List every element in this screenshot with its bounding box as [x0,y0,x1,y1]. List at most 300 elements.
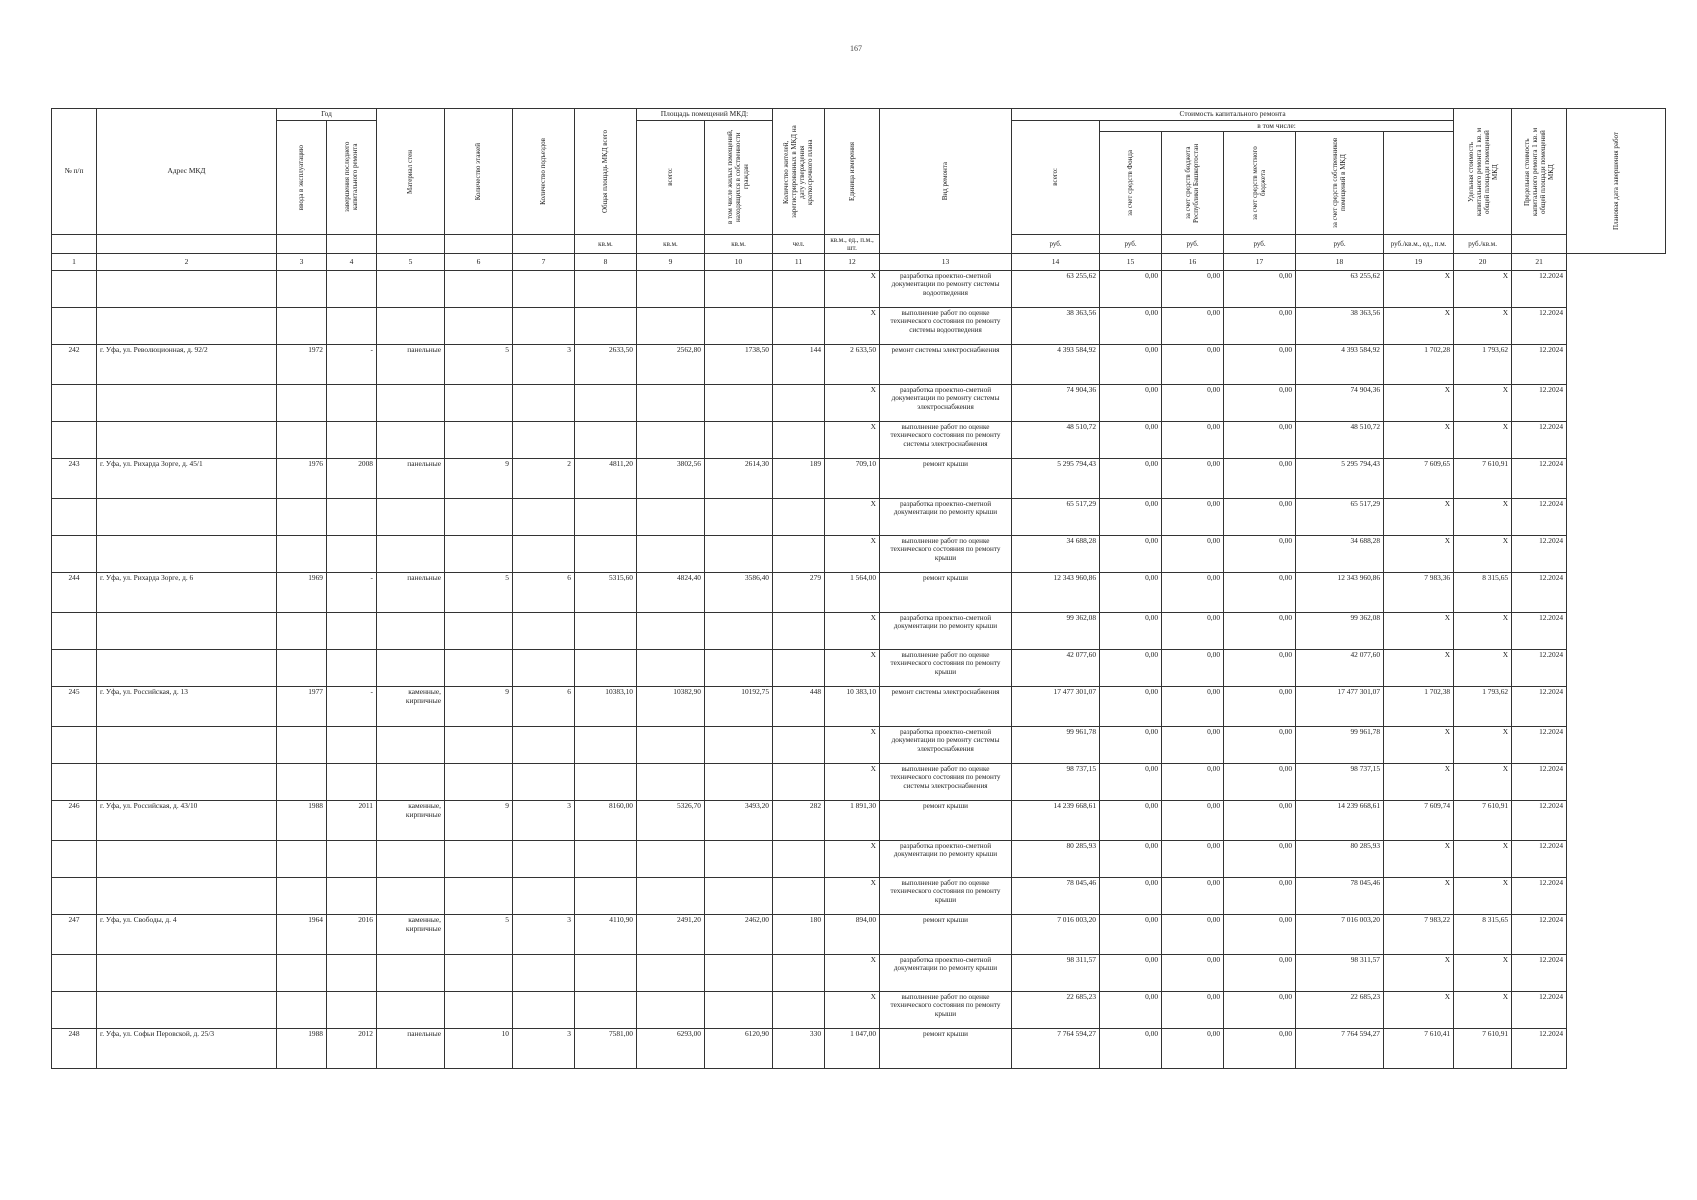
cell-year-built: 1964 [277,915,327,955]
cell-specific: X [1384,955,1454,992]
cell-owners: 14 239 668,61 [1296,801,1384,841]
cell-area-total [637,955,705,992]
cell-material [377,536,445,573]
column-number: 18 [1296,254,1384,271]
cell-limit: 8 315,65 [1454,573,1512,613]
cell-date: 12.2024 [1512,536,1567,573]
cell-total: 98 311,57 [1012,955,1100,992]
cell-floors: 5 [445,345,513,385]
cell-local: 0,00 [1224,573,1296,613]
header-cost-total: всего: [1012,120,1100,235]
cell-unit: X [825,536,880,573]
cell-year-built: 1988 [277,801,327,841]
unit-specific: руб./кв.м., ед., п.м. [1384,235,1454,254]
cell-limit: X [1454,499,1512,536]
cell-owners: 78 045,46 [1296,878,1384,915]
cell-fund: 0,00 [1100,536,1162,573]
table-subrow [52,613,1666,650]
cell-total: 78 045,46 [1012,878,1100,915]
cell-republic: 0,00 [1162,650,1224,687]
cell-floors [445,385,513,422]
cell-total-area [575,878,637,915]
column-number: 14 [1012,254,1100,271]
column-number: 5 [377,254,445,271]
cell-work: выполнение работ по оценке технического состояния по ремонту крыши [880,878,1012,915]
cell-republic: 0,00 [1162,841,1224,878]
cell-entrances [513,841,575,878]
header-units-row [52,235,1666,254]
cell-material: панельные [377,345,445,385]
cell-area-res: 10192,75 [705,687,773,727]
cell-num: 244 [52,573,97,613]
cell-total-area [575,764,637,801]
cell-work: выполнение работ по оценке технического состояния по ремонту системы электроснабжения [880,422,1012,459]
cell-unit: X [825,613,880,650]
cell-area-res [705,650,773,687]
cell-unit: X [825,385,880,422]
cell-limit: 7 610,91 [1454,1029,1512,1069]
cell-republic: 0,00 [1162,992,1224,1029]
header-floors: Количество этажей [445,109,513,235]
header-incl-group: в том числе: [1100,120,1454,132]
cell-address [97,536,277,573]
cell-local: 0,00 [1224,345,1296,385]
cell-specific: X [1384,878,1454,915]
cell-republic: 0,00 [1162,955,1224,992]
cell-year-built [277,955,327,992]
cell-unit: 1 564,00 [825,573,880,613]
cell-unit: X [825,764,880,801]
cell-owners: 80 285,93 [1296,841,1384,878]
cell-area-total [637,650,705,687]
cell-year-repair: 2008 [327,459,377,499]
cell-work: ремонт крыши [880,801,1012,841]
cell-residents: 330 [773,1029,825,1069]
cell-area-res [705,385,773,422]
header-entrances: Количество подъездов [513,109,575,235]
cell-owners: 99 961,78 [1296,727,1384,764]
cell-fund: 0,00 [1100,271,1162,308]
cell-date: 12.2024 [1512,422,1567,459]
cell-total-area: 10383,10 [575,687,637,727]
cell-work: выполнение работ по оценке технического состояния по ремонту системы электроснабжения [880,764,1012,801]
cell-material [377,385,445,422]
cell-area-total [637,536,705,573]
cell-area-total [637,499,705,536]
cell-date: 12.2024 [1512,345,1567,385]
cell-address [97,841,277,878]
cell-total: 48 510,72 [1012,422,1100,459]
cell-fund: 0,00 [1100,613,1162,650]
header-area-total: всего: [637,120,705,235]
cell-address: г. Уфа, ул. Свободы, д. 4 [97,915,277,955]
column-number: 6 [445,254,513,271]
cell-specific: X [1384,992,1454,1029]
cell-republic: 0,00 [1162,385,1224,422]
cell-address [97,955,277,992]
unit-cost-local: руб. [1224,235,1296,254]
cell-residents [773,650,825,687]
column-number: 10 [705,254,773,271]
cell-floors [445,992,513,1029]
cell-year-repair: - [327,573,377,613]
cell-total: 7 764 594,27 [1012,1029,1100,1069]
cell-specific: 7 609,65 [1384,459,1454,499]
cell-entrances [513,385,575,422]
cell-total-area [575,955,637,992]
cell-total: 12 343 960,86 [1012,573,1100,613]
cell-address [97,727,277,764]
cell-area-total: 2562,80 [637,345,705,385]
cell-date: 12.2024 [1512,955,1567,992]
cell-area-res [705,992,773,1029]
cell-republic: 0,00 [1162,499,1224,536]
cell-limit: X [1454,650,1512,687]
page-number: 167 [850,44,862,53]
header-year-commission: ввода в эксплуатацию [277,120,327,235]
table-subrow [52,878,1666,915]
cell-owners: 99 362,08 [1296,613,1384,650]
cell-fund: 0,00 [1100,1029,1162,1069]
cell-material [377,878,445,915]
cell-area-total: 2491,20 [637,915,705,955]
cell-work: разработка проектно-сметной документации по ремонту системы электроснабжения [880,385,1012,422]
cell-num: 246 [52,801,97,841]
cell-entrances: 6 [513,573,575,613]
cell-area-res: 6120,90 [705,1029,773,1069]
cell-area-total: 10382,90 [637,687,705,727]
column-number: 15 [1100,254,1162,271]
cell-area-res [705,878,773,915]
table-subrow [52,385,1666,422]
cell-entrances [513,727,575,764]
cell-num [52,955,97,992]
cell-year-built [277,536,327,573]
table-row [52,345,1666,385]
cell-area-res [705,764,773,801]
cell-republic: 0,00 [1162,727,1224,764]
table-row [52,687,1666,727]
cell-residents [773,271,825,308]
cell-specific: X [1384,271,1454,308]
cell-republic: 0,00 [1162,1029,1224,1069]
cell-total: 22 685,23 [1012,992,1100,1029]
cell-republic: 0,00 [1162,536,1224,573]
cell-total-area [575,499,637,536]
cell-owners: 42 077,60 [1296,650,1384,687]
cell-total: 17 477 301,07 [1012,687,1100,727]
cell-residents [773,613,825,650]
cell-republic: 0,00 [1162,764,1224,801]
cell-area-total [637,385,705,422]
cell-year-built [277,841,327,878]
cell-unit: 10 383,10 [825,687,880,727]
cell-local: 0,00 [1224,992,1296,1029]
cell-local: 0,00 [1224,650,1296,687]
cell-entrances [513,764,575,801]
cell-limit: X [1454,536,1512,573]
cell-owners: 7 016 003,20 [1296,915,1384,955]
cell-residents: 180 [773,915,825,955]
cell-date: 12.2024 [1512,499,1567,536]
column-number: 13 [880,254,1012,271]
cell-floors: 9 [445,687,513,727]
cell-entrances [513,271,575,308]
cell-address [97,385,277,422]
cell-specific: X [1384,764,1454,801]
cell-unit: X [825,422,880,459]
cell-date: 12.2024 [1512,613,1567,650]
cell-local: 0,00 [1224,878,1296,915]
cell-local: 0,00 [1224,536,1296,573]
cell-local: 0,00 [1224,955,1296,992]
cell-residents [773,422,825,459]
cell-total: 14 239 668,61 [1012,801,1100,841]
cell-specific: 1 702,38 [1384,687,1454,727]
cell-address [97,308,277,345]
cell-floors [445,422,513,459]
header-unit: Единица измерения [825,109,880,235]
cell-entrances: 3 [513,1029,575,1069]
cell-republic: 0,00 [1162,915,1224,955]
cell-residents [773,992,825,1029]
cell-area-res: 3493,20 [705,801,773,841]
cell-year-repair [327,499,377,536]
column-number: 19 [1384,254,1454,271]
table-subrow [52,536,1666,573]
table-subrow [52,422,1666,459]
column-number: 3 [277,254,327,271]
cell-fund: 0,00 [1100,727,1162,764]
cell-residents [773,955,825,992]
column-number: 11 [773,254,825,271]
cell-fund: 0,00 [1100,878,1162,915]
cell-num [52,271,97,308]
cell-area-res: 3586,40 [705,573,773,613]
cell-residents: 448 [773,687,825,727]
cell-floors: 5 [445,915,513,955]
cell-year-built [277,613,327,650]
unit-cost-owners: руб. [1296,235,1384,254]
cell-total: 74 904,36 [1012,385,1100,422]
cell-year-built: 1988 [277,1029,327,1069]
cell-material [377,727,445,764]
cell-unit: X [825,271,880,308]
cell-date: 12.2024 [1512,271,1567,308]
cell-material [377,650,445,687]
cell-owners: 65 517,29 [1296,499,1384,536]
cell-entrances [513,613,575,650]
cell-work: выполнение работ по оценке технического состояния по ремонту крыши [880,992,1012,1029]
cell-area-res [705,422,773,459]
cell-republic: 0,00 [1162,687,1224,727]
cell-total: 4 393 584,92 [1012,345,1100,385]
table-subrow [52,992,1666,1029]
cell-total: 5 295 794,43 [1012,459,1100,499]
cell-area-res [705,499,773,536]
cell-residents: 282 [773,801,825,841]
cell-work: выполнение работ по оценке технического состояния по ремонту крыши [880,536,1012,573]
header-cost-fund: за счет средств Фонда [1100,132,1162,235]
cell-work: разработка проектно-сметной документации по ремонту системы электроснабжения [880,727,1012,764]
cell-total-area: 5315,60 [575,573,637,613]
cell-date: 12.2024 [1512,650,1567,687]
cell-entrances [513,308,575,345]
cell-work: разработка проектно-сметной документации по ремонту крыши [880,841,1012,878]
cell-fund: 0,00 [1100,687,1162,727]
cell-year-repair [327,650,377,687]
cell-unit: X [825,955,880,992]
cell-total: 42 077,60 [1012,650,1100,687]
cell-material: панельные [377,573,445,613]
cell-owners: 98 737,15 [1296,764,1384,801]
cell-year-built: 1977 [277,687,327,727]
cell-entrances [513,536,575,573]
cell-local: 0,00 [1224,841,1296,878]
cell-floors [445,650,513,687]
cell-date: 12.2024 [1512,801,1567,841]
header-area-group: Площадь помещений МКД: [637,109,773,121]
cell-entrances: 3 [513,801,575,841]
cell-date: 12.2024 [1512,459,1567,499]
cell-floors [445,613,513,650]
cell-residents [773,499,825,536]
cell-unit: X [825,841,880,878]
header-work-type: Вид ремонта [880,109,1012,254]
cell-unit: 709,10 [825,459,880,499]
cell-material [377,992,445,1029]
cell-num [52,650,97,687]
cell-fund: 0,00 [1100,764,1162,801]
table-subrow [52,727,1666,764]
cell-unit: X [825,727,880,764]
cell-fund: 0,00 [1100,955,1162,992]
cell-owners: 38 363,56 [1296,308,1384,345]
cell-total: 98 737,15 [1012,764,1100,801]
cell-fund: 0,00 [1100,650,1162,687]
cell-total-area [575,422,637,459]
cell-residents [773,308,825,345]
cell-limit: X [1454,841,1512,878]
cell-year-built [277,650,327,687]
header-num: № п/п [52,109,97,235]
cell-address [97,422,277,459]
cell-year-repair [327,841,377,878]
cell-material: каменные, кирпичные [377,801,445,841]
cell-address: г. Уфа, ул. Софьи Перовской, д. 25/3 [97,1029,277,1069]
cell-residents [773,536,825,573]
cell-fund: 0,00 [1100,499,1162,536]
cell-limit: 1 793,62 [1454,345,1512,385]
cell-limit: X [1454,764,1512,801]
cell-area-res: 2614,30 [705,459,773,499]
cell-year-built [277,271,327,308]
header-specific-cost: Удельная стоимость капитального ремонта 1 кв. м общей площади помещений МКД [1454,109,1512,235]
header-row-1 [52,109,1666,121]
cell-owners: 5 295 794,43 [1296,459,1384,499]
cell-num: 243 [52,459,97,499]
cell-limit: 1 793,62 [1454,687,1512,727]
cell-area-res [705,271,773,308]
cell-address: г. Уфа, ул. Революционная, д. 92/2 [97,345,277,385]
cell-fund: 0,00 [1100,992,1162,1029]
cell-residents [773,385,825,422]
cell-material [377,955,445,992]
cell-limit: X [1454,992,1512,1029]
cell-republic: 0,00 [1162,308,1224,345]
cell-date: 12.2024 [1512,992,1567,1029]
column-number: 17 [1224,254,1296,271]
cell-work: разработка проектно-сметной документации по ремонту крыши [880,613,1012,650]
cell-fund: 0,00 [1100,841,1162,878]
cell-year-built [277,308,327,345]
cell-address: г. Уфа, ул. Рихарда Зорге, д. 6 [97,573,277,613]
cell-local: 0,00 [1224,1029,1296,1069]
cell-limit: X [1454,878,1512,915]
column-number: 9 [637,254,705,271]
column-number: 21 [1512,254,1567,271]
cell-republic: 0,00 [1162,878,1224,915]
cell-material: каменные, кирпичные [377,915,445,955]
unit-area-res: кв.м. [705,235,773,254]
unit-cost-republic: руб. [1162,235,1224,254]
cell-residents: 279 [773,573,825,613]
cell-local: 0,00 [1224,271,1296,308]
cell-address: г. Уфа, ул. Российская, д. 43/10 [97,801,277,841]
cell-year-built: 1969 [277,573,327,613]
cell-residents [773,764,825,801]
cell-limit: 7 610,91 [1454,459,1512,499]
cell-work: разработка проектно-сметной документации по ремонту системы водоотведения [880,271,1012,308]
cell-date: 12.2024 [1512,841,1567,878]
cell-year-repair: 2012 [327,1029,377,1069]
cell-area-res [705,955,773,992]
header-year-group: Год [277,109,377,121]
cell-material [377,613,445,650]
cell-unit: 894,00 [825,915,880,955]
cell-num [52,385,97,422]
cell-year-repair [327,385,377,422]
cell-num: 242 [52,345,97,385]
cell-owners: 4 393 584,92 [1296,345,1384,385]
cell-residents [773,727,825,764]
cell-owners: 98 311,57 [1296,955,1384,992]
cell-total-area: 4811,20 [575,459,637,499]
cell-limit: X [1454,308,1512,345]
cell-republic: 0,00 [1162,271,1224,308]
cell-specific: X [1384,613,1454,650]
cell-total-area [575,385,637,422]
cell-date: 12.2024 [1512,1029,1567,1069]
cell-address [97,613,277,650]
cell-specific: X [1384,841,1454,878]
header-area-residential: в том числе жилых помещений, находящихся в собственности граждан [705,120,773,235]
cell-total: 65 517,29 [1012,499,1100,536]
cell-unit: 2 633,50 [825,345,880,385]
cell-owners: 7 764 594,27 [1296,1029,1384,1069]
cell-total: 34 688,28 [1012,536,1100,573]
cell-date: 12.2024 [1512,308,1567,345]
cell-limit: X [1454,385,1512,422]
cell-date: 12.2024 [1512,385,1567,422]
cell-area-total [637,841,705,878]
column-number: 16 [1162,254,1224,271]
cell-area-res [705,536,773,573]
cell-num [52,499,97,536]
cell-owners: 48 510,72 [1296,422,1384,459]
cell-year-repair [327,955,377,992]
cell-area-total [637,271,705,308]
